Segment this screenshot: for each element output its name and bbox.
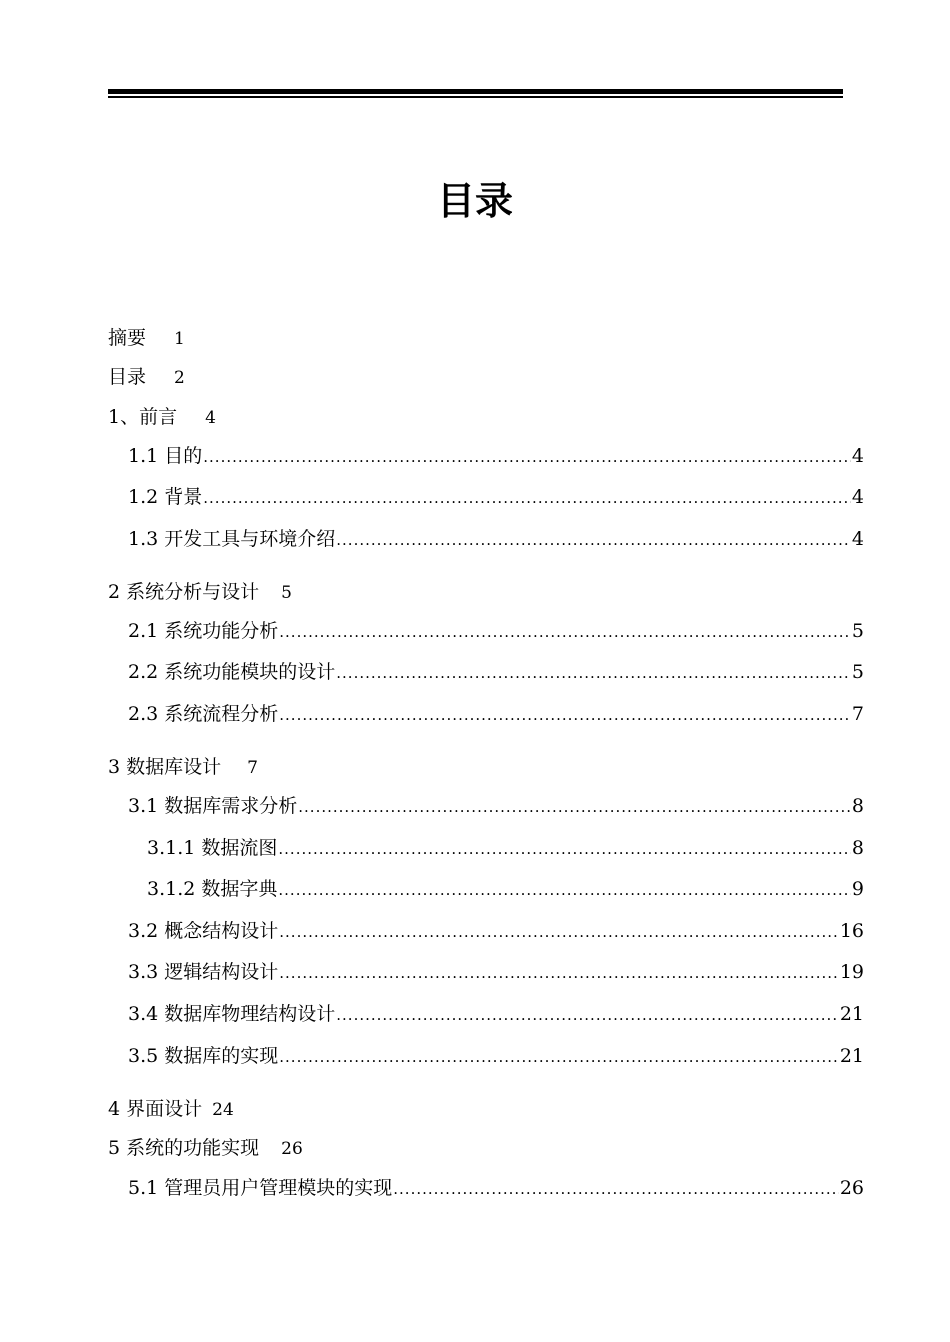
toc-page-number: 4 bbox=[205, 408, 216, 428]
toc-page-number: 26 bbox=[839, 1177, 864, 1199]
toc-entry-text: 2.2 系统功能模块的设计 bbox=[128, 661, 336, 683]
toc-entry-text: 5 系统的功能实现 bbox=[108, 1137, 260, 1159]
toc-page-number: 26 bbox=[281, 1139, 303, 1159]
toc-dot-leader bbox=[393, 1174, 839, 1204]
toc-page-number: 8 bbox=[851, 837, 864, 859]
toc-entry-text: 摘要 bbox=[108, 327, 147, 349]
toc-dot-leader bbox=[279, 917, 839, 947]
toc-entry-text: 1.2 背景 bbox=[128, 486, 203, 508]
toc-entry-5-1[interactable] bbox=[128, 1173, 864, 1203]
toc-entry-3-4[interactable] bbox=[128, 999, 864, 1029]
toc-page-number: 2 bbox=[174, 368, 185, 388]
toc-entry-text: 1.1 目的 bbox=[128, 445, 203, 467]
toc-page-number: 7 bbox=[851, 703, 864, 725]
toc-entry-text: 2 系统分析与设计 bbox=[108, 581, 260, 603]
toc-entry-text: 3.1.1 数据流图 bbox=[147, 837, 278, 859]
page-title: 目录 bbox=[436, 179, 513, 223]
toc-entry-1-1[interactable] bbox=[128, 441, 864, 471]
toc-page-number: 8 bbox=[851, 795, 864, 817]
toc-entry-text: 1.3 开发工具与环境介绍 bbox=[128, 528, 336, 550]
header-rule-thick bbox=[108, 89, 843, 94]
toc-page-number: 5 bbox=[851, 620, 864, 642]
toc-dot-leader bbox=[336, 658, 851, 688]
toc-entry-text: 4 界面设计 bbox=[108, 1098, 203, 1120]
toc-dot-leader bbox=[336, 1000, 839, 1030]
toc-entry-text: 2.3 系统流程分析 bbox=[128, 703, 279, 725]
toc-entry-chapter-2[interactable] bbox=[108, 577, 292, 607]
toc-entry-chapter-4[interactable] bbox=[108, 1094, 234, 1124]
toc-entry-text: 3.2 概念结构设计 bbox=[128, 920, 279, 942]
toc-entry-abstract[interactable] bbox=[108, 323, 185, 353]
toc-page-number: 4 bbox=[851, 445, 864, 467]
toc-entry-3-1-2[interactable] bbox=[147, 874, 864, 904]
toc-page-number: 24 bbox=[212, 1100, 234, 1120]
toc-page-number: 4 bbox=[851, 486, 864, 508]
toc-dot-leader bbox=[279, 1042, 839, 1072]
header-rule-thin bbox=[108, 96, 843, 98]
toc-entry-1-2[interactable] bbox=[128, 482, 864, 512]
toc-entry-chapter-3[interactable] bbox=[108, 752, 258, 782]
toc-entry-text: 3.3 逻辑结构设计 bbox=[128, 961, 279, 983]
toc-entry-text: 1、前言 bbox=[108, 406, 178, 428]
toc-entry-text: 3.5 数据库的实现 bbox=[128, 1045, 279, 1067]
toc-entry-1-3[interactable] bbox=[128, 524, 864, 554]
toc-entry-chapter-5[interactable] bbox=[108, 1133, 303, 1163]
toc-page-number: 16 bbox=[839, 920, 864, 942]
toc-entry-text: 2.1 系统功能分析 bbox=[128, 620, 279, 642]
toc-page-number: 21 bbox=[839, 1045, 864, 1067]
toc-entry-chapter-1[interactable] bbox=[108, 402, 216, 432]
toc-entry-contents[interactable] bbox=[108, 362, 185, 392]
toc-entry-3-1-1[interactable] bbox=[147, 833, 864, 863]
toc-page-number: 4 bbox=[851, 528, 864, 550]
toc-page-number: 19 bbox=[839, 961, 864, 983]
toc-page-number: 7 bbox=[247, 758, 258, 778]
toc-entry-text: 目录 bbox=[108, 366, 147, 388]
toc-entry-3-5[interactable] bbox=[128, 1041, 864, 1071]
toc-dot-leader bbox=[279, 958, 839, 988]
toc-dot-leader bbox=[336, 525, 851, 555]
toc-entry-text: 3.4 数据库物理结构设计 bbox=[128, 1003, 336, 1025]
toc-entry-3-1[interactable] bbox=[128, 791, 864, 821]
toc-dot-leader bbox=[278, 875, 851, 905]
toc-dot-leader bbox=[203, 483, 851, 513]
toc-dot-leader bbox=[279, 617, 851, 647]
toc-entry-3-3[interactable] bbox=[128, 957, 864, 987]
toc-entry-text: 3.1 数据库需求分析 bbox=[128, 795, 298, 817]
toc-page-number: 5 bbox=[851, 661, 864, 683]
toc-page-number: 21 bbox=[839, 1003, 864, 1025]
toc-entry-text: 5.1 管理员用户管理模块的实现 bbox=[128, 1177, 393, 1199]
toc-dot-leader bbox=[298, 792, 851, 822]
toc-entry-2-1[interactable] bbox=[128, 616, 864, 646]
toc-entry-3-2[interactable] bbox=[128, 916, 864, 946]
toc-entry-text: 3 数据库设计 bbox=[108, 756, 222, 778]
toc-entry-2-3[interactable] bbox=[128, 699, 864, 729]
toc-page-number: 1 bbox=[174, 329, 185, 349]
toc-page-number: 5 bbox=[281, 583, 292, 603]
toc-dot-leader bbox=[278, 834, 851, 864]
toc-page-number: 9 bbox=[851, 878, 864, 900]
toc-entry-text: 3.1.2 数据字典 bbox=[147, 878, 278, 900]
toc-dot-leader bbox=[279, 700, 851, 730]
toc-entry-2-2[interactable] bbox=[128, 657, 864, 687]
toc-dot-leader bbox=[203, 442, 851, 472]
